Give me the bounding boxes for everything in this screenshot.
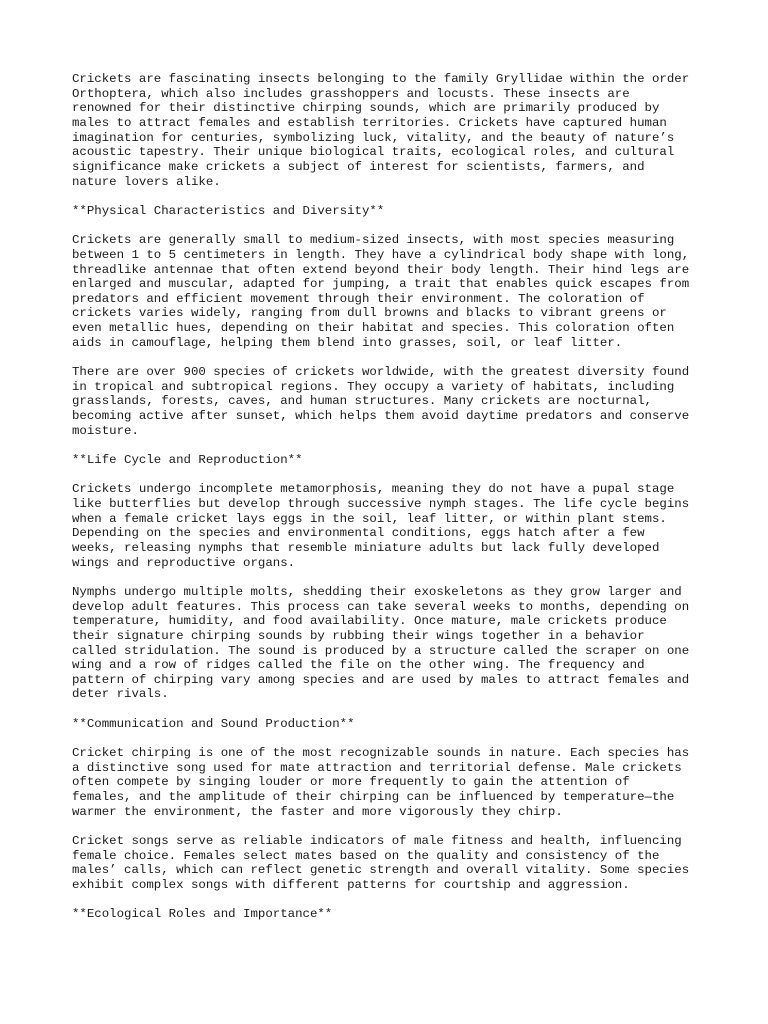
section-heading: [72, 717, 712, 732]
body-paragraph: [72, 233, 712, 350]
text-line: renowned for their distinctive chirping sounds, which are primarily produced by: [72, 101, 660, 116]
body-paragraph: [72, 72, 712, 189]
text-line: Depending on the species and environmental conditions, eggs hatch after a few: [72, 526, 645, 541]
text-line: becoming active after sunset, which helps them avoid daytime predators and conserve: [72, 409, 690, 424]
text-line: grasslands, forests, caves, and human structures. Many crickets are nocturnal,: [72, 394, 652, 409]
body-paragraph: [72, 746, 712, 819]
text-line: often compete by singing louder or more frequently to gain the attention of: [72, 775, 630, 790]
body-paragraph: [72, 585, 712, 702]
text-line: **Communication and Sound Production**: [72, 716, 355, 731]
text-line: deter rivals.: [72, 687, 169, 702]
text-line: **Physical Characteristics and Diversity**: [72, 203, 385, 218]
text-line: males to attract females and establish territories. Crickets have captured human: [72, 115, 667, 130]
text-line: temperature, humidity, and food availability. Once mature, male crickets produce: [72, 614, 667, 629]
text-line: enlarged and muscular, adapted for jumping, a trait that enables quick escapes from: [72, 277, 690, 292]
section-heading: [72, 453, 712, 468]
text-line: exhibit complex songs with different patterns for courtship and aggression.: [72, 877, 630, 892]
text-line: when a female cricket lays eggs in the soil, leaf litter, or within plant stems.: [72, 511, 667, 526]
text-line: in tropical and subtropical regions. They occupy a variety of habitats, including: [72, 379, 675, 394]
text-line: Cricket chirping is one of the most recognizable sounds in nature. Each species has: [72, 746, 690, 761]
text-line: wings and reproductive organs.: [72, 555, 296, 570]
text-line: called stridulation. The sound is produced by a structure called the scraper on one: [72, 643, 690, 658]
text-line: develop adult features. This process can take several weeks to months, depending on: [72, 599, 690, 614]
text-line: moisture.: [72, 423, 139, 438]
text-line: between 1 to 5 centimeters in length. They have a cylindrical body shape with long,: [72, 247, 690, 262]
text-line: Nymphs undergo multiple molts, shedding their exoskeletons as they grow larger and: [72, 584, 682, 599]
document-page: [72, 72, 712, 937]
text-line: female choice. Females select mates based on the quality and consistency of the: [72, 848, 660, 863]
body-paragraph: [72, 365, 712, 438]
text-line: Orthoptera, which also includes grasshoppers and locusts. These insects are: [72, 86, 630, 101]
text-line: Crickets are generally small to medium-sized insects, with most species measuring: [72, 233, 675, 248]
text-line: predators and efficient movement through their environment. The coloration of: [72, 291, 645, 306]
body-paragraph: [72, 482, 712, 570]
body-paragraph: [72, 834, 712, 893]
text-line: pattern of chirping vary among species and are used by males to attract females and: [72, 672, 690, 687]
text-line: Crickets undergo incomplete metamorphosis, meaning they do not have a pupal stage: [72, 482, 675, 497]
text-line: their signature chirping sounds by rubbing their wings together in a behavior: [72, 628, 645, 643]
text-line: females, and the amplitude of their chirping can be influenced by temperature—the: [72, 790, 675, 805]
text-line: **Ecological Roles and Importance**: [72, 907, 333, 922]
text-line: males’ calls, which can reflect genetic strength and overall vitality. Some species: [72, 863, 690, 878]
text-line: wing and a row of ridges called the file on the other wing. The frequency and: [72, 658, 645, 673]
text-line: There are over 900 species of crickets worldwide, with the greatest diversity found: [72, 365, 690, 380]
text-line: acoustic tapestry. Their unique biological traits, ecological roles, and cultural: [72, 145, 675, 160]
text-line: weeks, releasing nymphs that resemble miniature adults but lack fully developed: [72, 540, 660, 555]
text-line: like butterflies but develop through successive nymph stages. The life cycle begins: [72, 496, 690, 511]
section-heading: [72, 204, 712, 219]
text-line: crickets varies widely, ranging from dull browns and blacks to vibrant greens or: [72, 306, 667, 321]
section-heading: [72, 907, 712, 922]
text-line: **Life Cycle and Reproduction**: [72, 453, 303, 467]
text-line: nature lovers alike.: [72, 174, 221, 189]
text-line: threadlike antennae that often extend beyond their body length. Their hind legs are: [72, 262, 690, 277]
text-line: a distinctive song used for mate attraction and territorial defense. Male crickets: [72, 760, 682, 775]
text-line: even metallic hues, depending on their habitat and species. This coloration often: [72, 321, 675, 336]
text-line: imagination for centuries, symbolizing luck, vitality, and the beauty of nature’s: [72, 130, 675, 145]
text-line: significance make crickets a subject of interest for scientists, farmers, and: [72, 159, 645, 174]
text-line: Cricket songs serve as reliable indicators of male fitness and health, influencing: [72, 833, 682, 848]
text-line: warmer the environment, the faster and more vigorously they chirp.: [72, 804, 563, 819]
text-line: aids in camouflage, helping them blend into grasses, soil, or leaf litter.: [72, 335, 623, 350]
text-line: Crickets are fascinating insects belonging to the family Gryllidae within the order: [72, 72, 690, 86]
